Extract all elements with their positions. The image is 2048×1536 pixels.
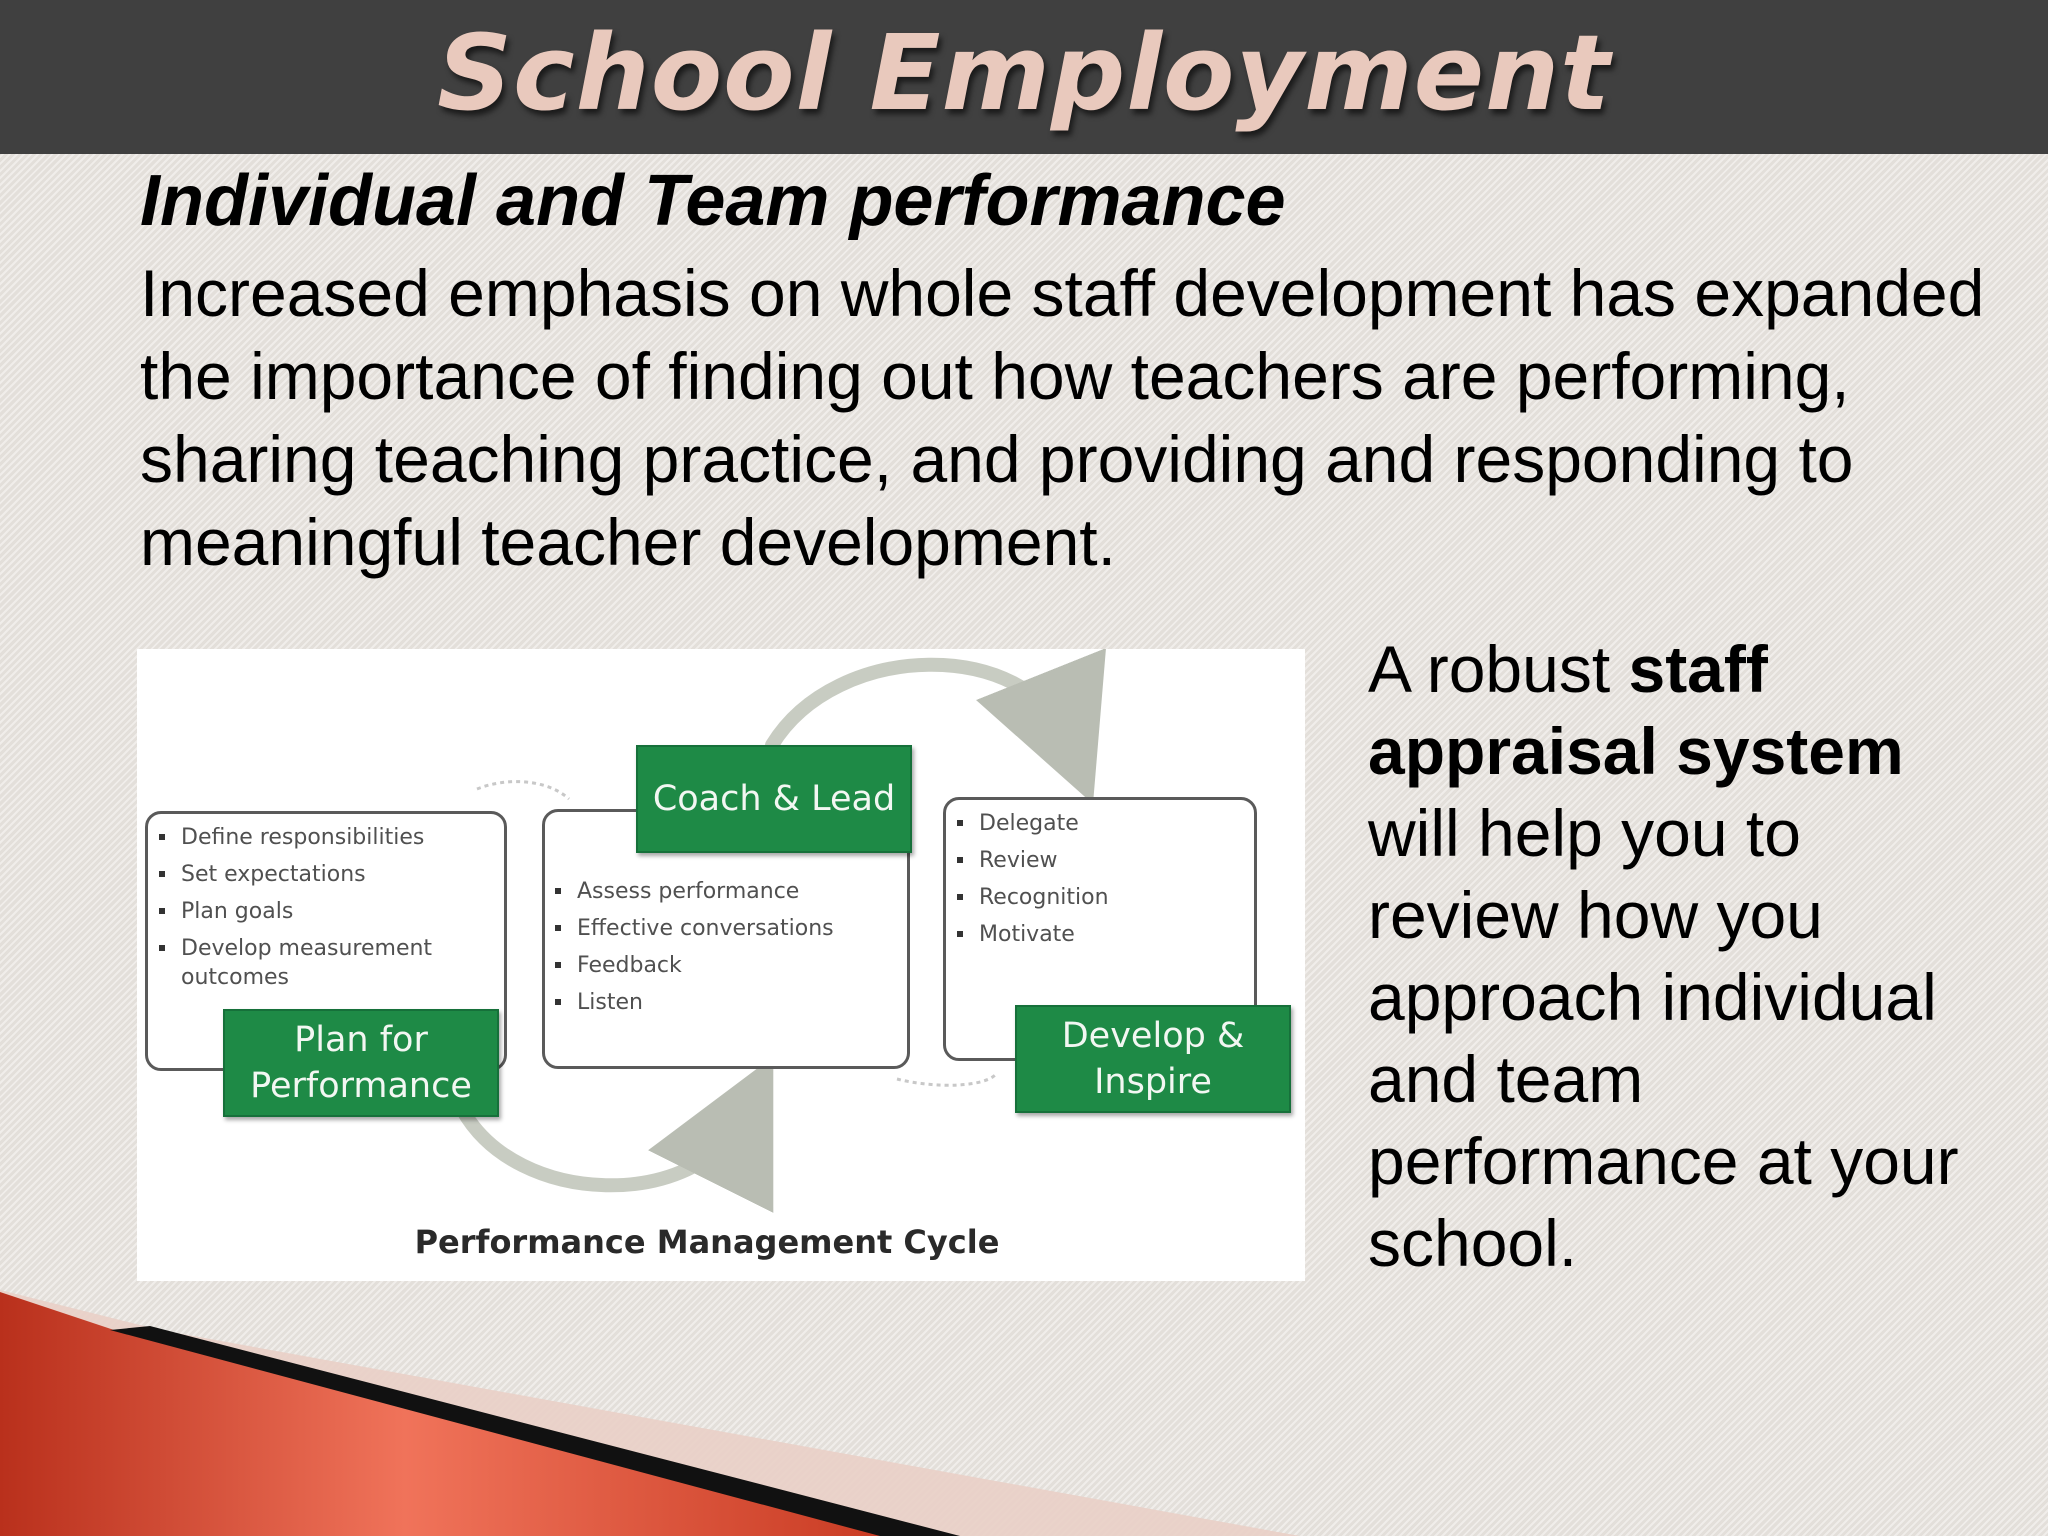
coach-stage-list — [547, 873, 834, 1021]
develop-stage-label — [1015, 1005, 1291, 1113]
list-item: Plan goals — [151, 893, 432, 930]
list-item: Motivate — [949, 916, 1109, 953]
cycle-connector-bottom-right — [897, 1073, 997, 1085]
list-item: Listen — [547, 984, 834, 1021]
title-bar — [0, 0, 2048, 154]
side-paragraph — [1368, 628, 2008, 1284]
list-item: Set expectations — [151, 856, 432, 893]
list-item: Review — [949, 842, 1109, 879]
list-item: Assess performance — [547, 873, 834, 910]
cycle-arrow-bottom — [462, 1109, 742, 1185]
side-text-part1: A robust — [1368, 632, 1629, 706]
section-heading: Individual and Team performance — [140, 161, 1286, 241]
develop-stage-list — [949, 805, 1109, 953]
cycle-connector-top-left — [477, 782, 569, 799]
list-item: Recognition — [949, 879, 1109, 916]
plan-stage-list — [151, 819, 432, 967]
list-item: Feedback — [547, 947, 834, 984]
side-text-bold: staff appraisal system — [1368, 632, 1904, 788]
list-item: Define responsibilities — [151, 819, 432, 856]
list-item: Develop measurement — [151, 930, 432, 967]
develop-stage-label-line1: Develop & — [1061, 1016, 1245, 1056]
intro-paragraph: Increased emphasis on whole staff development has expanded the importance of finding out how teachers are performing, sharing teaching practice, and providing and responding to meaningful teacher development. — [140, 256, 1985, 579]
corner-decoration — [0, 1290, 1300, 1536]
diagram-caption: Performance Management Cycle — [414, 1223, 1000, 1261]
plan-stage-label — [223, 1009, 499, 1117]
plan-stage-label-line2: Performance — [250, 1066, 472, 1106]
plan-stage-label-line1: Plan for — [294, 1020, 428, 1060]
side-text-part2: will help you to review how you approach individual and team performance at your school. — [1368, 796, 1959, 1280]
list-item: Effective conversations — [547, 910, 834, 947]
develop-stage-label-line2: Inspire — [1094, 1062, 1212, 1102]
coach-stage-label: Coach & Lead — [636, 745, 912, 853]
cycle-arrow-top — [772, 665, 1067, 745]
slide-title: School Employment — [437, 12, 1611, 134]
performance-cycle-diagram — [137, 649, 1305, 1281]
list-item-continuation: outcomes — [181, 965, 290, 990]
list-item: Delegate — [949, 805, 1109, 842]
